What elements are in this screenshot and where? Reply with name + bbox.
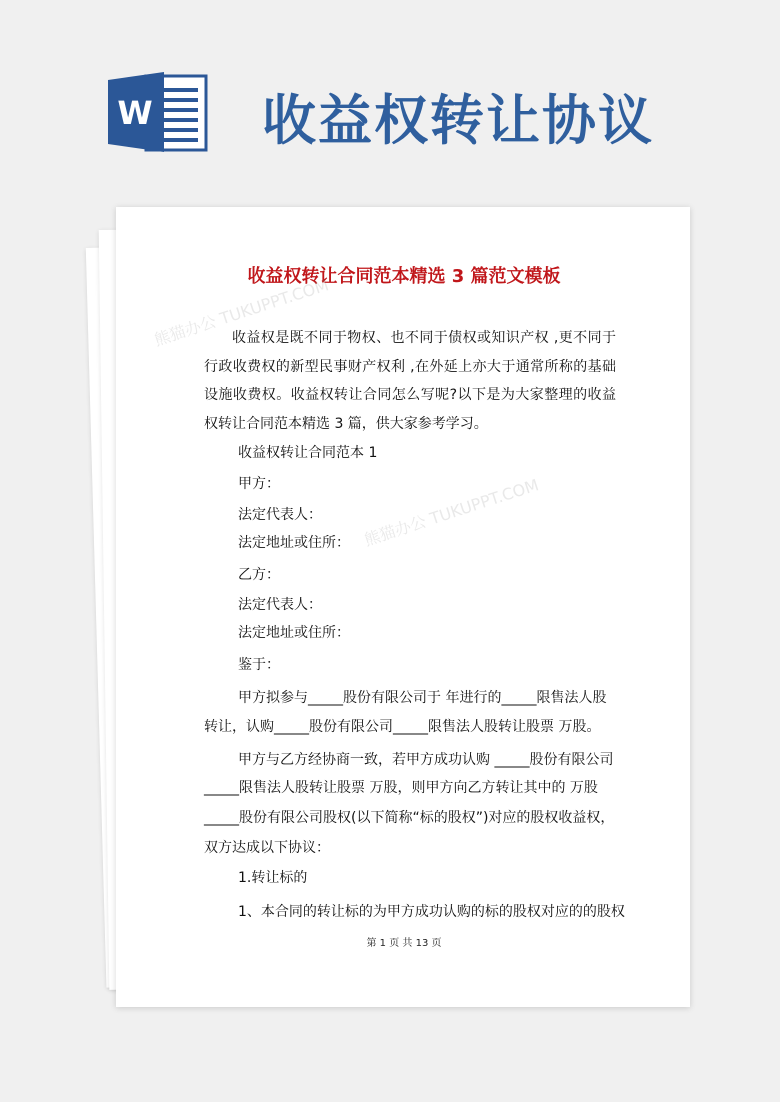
page-footer: 第 1 页 共 13 页 [366, 938, 442, 949]
party-a-rep-label: 法定代表人： [238, 507, 322, 523]
section-1-item: 1、本合同的转让标的为甲方成功认购的标的股权对应的的股权 [238, 904, 625, 920]
section-1-heading: 1.转让标的 [238, 870, 308, 886]
clause-2-line-3: _____股份有限公司股权(以下简称“标的股权”)对应的股权收益权， [204, 810, 615, 826]
banner [0, 0, 780, 200]
clause-2-line-4: 双方达成以下协议： [204, 840, 330, 856]
party-a-address-label: 法定地址或住所： [238, 535, 350, 551]
sample-heading: 收益权转让合同范本 1 [238, 445, 378, 461]
clause-2-line-2: _____限售法人股转让股票 万股，则甲方向乙方转让其中的 万股 [204, 780, 598, 796]
party-a-label: 甲方： [238, 476, 280, 492]
party-b-label: 乙方： [238, 567, 280, 583]
document-title: 收益权转让合同范本精选 3 篇范文模板 [247, 266, 561, 287]
banner-title: 收益权转让协议 [262, 89, 654, 152]
clause-1-line-2: 转让，认购_____股份有限公司_____限售法人股转让股票 万股。 [204, 719, 601, 735]
word-logo-letter: W [117, 94, 153, 132]
intro-paragraph: 收益权是既不同于物权、也不同于债权或知识产权 ,更不同于行政收费权的新型民事财产权利 ,在外延上亦大于通常所称的基础设施收费权。收益权转让合同怎么写呢?以下是为大家整理的收益权转让合同范本精选 3 篇，供大家参考学习。 [204, 330, 616, 432]
party-b-address-label: 法定地址或住所： [238, 625, 350, 641]
clause-2-line-1: 甲方与乙方经协商一致，若甲方成功认购 _____股份有限公司 [238, 752, 614, 768]
clause-1-line-1: 甲方拟参与_____股份有限公司于 年进行的_____限售法人股 [238, 690, 607, 706]
party-b-rep-label: 法定代表人： [238, 597, 322, 613]
word-document-icon [108, 72, 208, 152]
whereas-label: 鉴于： [238, 657, 280, 673]
